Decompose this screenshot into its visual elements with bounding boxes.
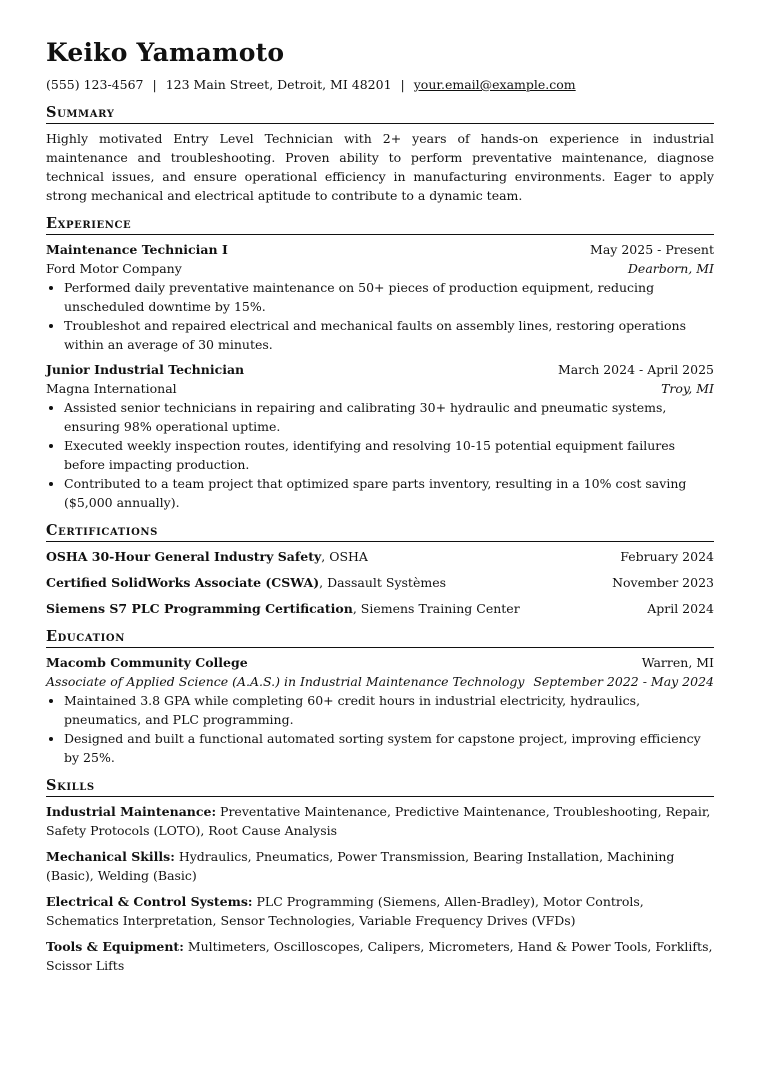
certification-item: [46, 547, 714, 566]
summary-section: [46, 104, 714, 205]
bullet-item: • Assisted senior technicians in repairing and calibrating 30+ hydraulic and pneumatic systems, ensuring 98% operational uptime.: [64, 398, 714, 436]
skill-text: Multimeters, Oscilloscopes, Calipers, Micrometers, Hand & Power Tools, Forklifts, Scissor Lifts: [46, 939, 713, 973]
cert-name: Siemens S7 PLC Programming Certification: [46, 601, 353, 616]
bullet-item: • Performed daily preventative maintenance on 50+ pieces of production equipment, reducing unscheduled downtime by 15%.: [64, 278, 714, 316]
skill-text: Preventative Maintenance, Predictive Maintenance, Troubleshooting, Repair, Safety Protocols (LOTO), Root Cause Analysis: [46, 804, 711, 838]
skill-label: Industrial Maintenance:: [46, 804, 217, 819]
bullet-item: • Contributed to a team project that optimized spare parts inventory, resulting in a 10% cost saving ($5,000 annually).: [64, 474, 714, 512]
job-company: Magna International: [46, 381, 177, 396]
candidate-name: Keiko Yamamoto: [46, 38, 285, 67]
job-entry: [46, 360, 714, 512]
bullet-item: • Troubleshot and repaired electrical and mechanical faults on assembly lines, restoring operations within an average of 30 minutes.: [64, 316, 714, 354]
job-dates: March 2024 - April 2025: [557, 362, 714, 377]
cert-name: OSHA 30-Hour General Industry Safety: [46, 549, 322, 564]
cert-issuer: , Siemens Training Center: [352, 601, 520, 616]
job-entry: [46, 240, 714, 354]
section-title: Skills: [46, 777, 714, 797]
section-title: Certifications: [46, 522, 714, 542]
cert-name: Certified SolidWorks Associate (CSWA): [46, 575, 320, 590]
section-title: Experience: [46, 215, 714, 235]
bullet-item: • Maintained 3.8 GPA while completing 60+ credit hours in industrial electricity, hydraulics, pneumatics, and PLC programming.: [64, 691, 714, 729]
skill-label: Electrical & Control Systems:: [46, 894, 253, 909]
contact-line: [46, 76, 714, 94]
cert-issuer: , OSHA: [321, 549, 368, 564]
bullet-item: • Executed weekly inspection routes, identifying and resolving 10-15 potential equipment failures before impacting production.: [64, 436, 714, 474]
separator: |: [152, 77, 157, 92]
skill-text: PLC Programming (Siemens, Allen-Bradley), Motor Controls, Schematics Interpretation, Sensor Technologies, Variable Frequency Drives (VFDs): [46, 894, 644, 928]
job-location: Troy, MI: [661, 381, 714, 396]
skill-line: [46, 937, 714, 975]
cert-issuer: , Dassault Systèmes: [319, 575, 447, 590]
skill-label: Tools & Equipment:: [46, 939, 184, 954]
skill-label: Mechanical Skills:: [46, 849, 175, 864]
skills-section: [46, 777, 714, 975]
section-title: Summary: [46, 104, 714, 124]
job-location: Dearborn, MI: [627, 261, 714, 276]
cert-date: November 2023: [612, 575, 714, 590]
bullet-item: • Designed and built a functional automated sorting system for capstone project, improving efficiency by 25%.: [64, 729, 714, 767]
section-title: Education: [46, 628, 714, 648]
job-bullets: [46, 398, 714, 512]
job-role: Junior Industrial Technician: [46, 362, 245, 377]
certification-item: [46, 573, 714, 592]
skill-line: [46, 802, 714, 840]
job-dates: May 2025 - Present: [590, 242, 714, 257]
skill-line: [46, 892, 714, 930]
phone: (555) 123-4567: [46, 77, 144, 92]
education-section: [46, 628, 714, 767]
school-location: Warren, MI: [641, 655, 714, 670]
skill-line: [46, 847, 714, 885]
cert-date: February 2024: [620, 549, 714, 564]
summary-text: Highly motivated Entry Level Technician with 2+ years of hands-on experience in industrial maintenance and troubleshooting. Proven ability to perform preventative maintenance, diagnose technical issues, and ensure operational efficiency in manufacturing environments. Eager to apply strong mechanical and electrical aptitude to contribute to a dynamic team.: [46, 131, 714, 203]
education-bullets: [46, 691, 714, 767]
certifications-section: [46, 522, 714, 618]
address: 123 Main Street, Detroit, MI 48201: [165, 77, 392, 92]
degree: Associate of Applied Science (A.A.S.) in Industrial Maintenance Technology: [46, 674, 525, 689]
job-role: Maintenance Technician I: [46, 242, 228, 257]
separator: |: [400, 77, 405, 92]
job-company: Ford Motor Company: [46, 261, 182, 276]
email-link[interactable]: your.email@example.com: [413, 77, 576, 92]
skill-text: Hydraulics, Pneumatics, Power Transmission, Bearing Installation, Machining (Basic), Welding (Basic): [46, 849, 675, 883]
experience-section: [46, 215, 714, 512]
cert-date: April 2024: [647, 601, 714, 616]
job-bullets: [46, 278, 714, 354]
school-name: Macomb Community College: [46, 655, 248, 670]
education-dates: September 2022 - May 2024: [533, 674, 714, 689]
certification-item: [46, 599, 714, 618]
